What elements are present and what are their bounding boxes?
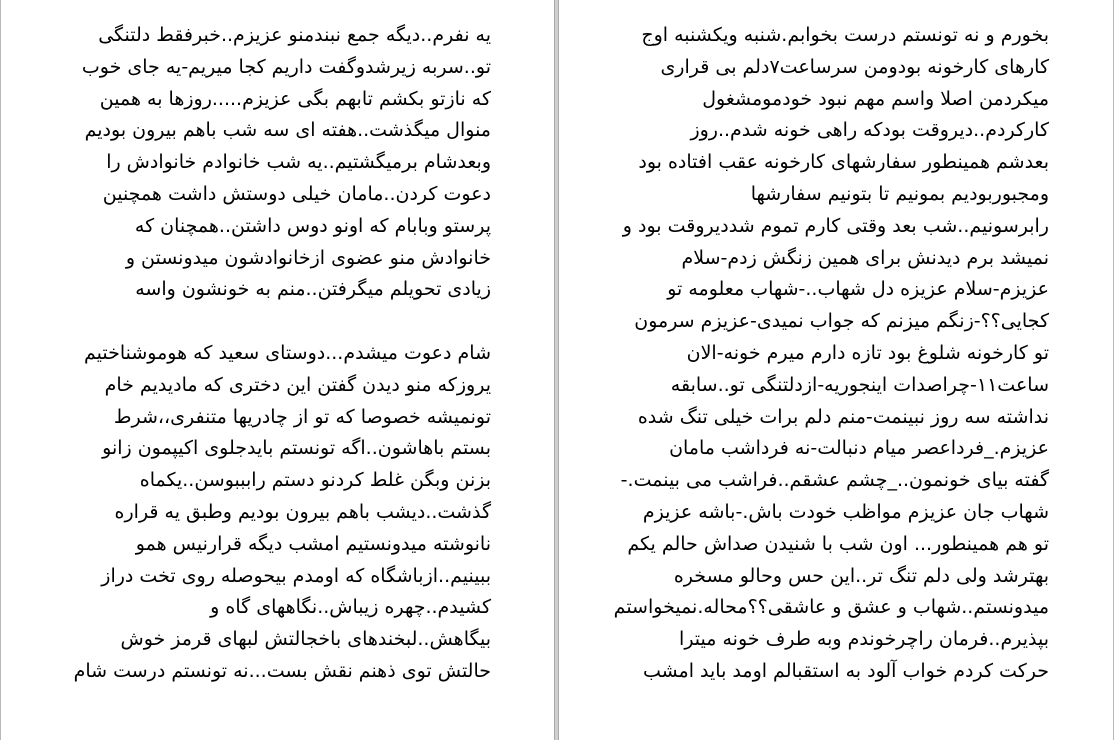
text-line: نداشته سه روز نبینمت-منم دلم برات خیلی تنگ شده bbox=[637, 405, 1049, 428]
text-line: شهاب جان عزیزم مواظب خودت باش.-باشه عزیزم bbox=[642, 500, 1049, 523]
text-line: بزنن وبگن غلط کردنو دستم رابببوسن..یکماه bbox=[139, 469, 491, 492]
text-line: بخورم و نه تونستم درست بخوابم.شنبه ویکشنبه اوج bbox=[641, 24, 1049, 46]
left-paragraph-1 bbox=[71, 20, 491, 306]
text-line: نانوشته میدونستیم امشب دیگه قرارنیس همو bbox=[135, 532, 491, 555]
text-line: کجایی؟؟-زنگم میزنم که جواب نمیدی-عزیزم سرمون bbox=[634, 310, 1049, 333]
text-line: عزیزم._فرداعصر میام دنبالت-نه فرداشب مامان bbox=[669, 437, 1049, 460]
text-line: میدونستم..شهاب و عشق و عاشقی؟؟محاله.نمیخواستم bbox=[613, 596, 1049, 619]
text-line: وبعدشام برمیگشتیم..یه شب خانوادم خانوادش را bbox=[106, 151, 491, 174]
text-line: نمیشد برم دیدنش برای همین زنگش زدم-سلام bbox=[681, 246, 1049, 269]
text-line: تونمیشه خصوصا که تو از چادریها متنفری،،شرط bbox=[113, 405, 491, 428]
text-line: تو..سربه زیرشدوگفت داریم کجا میریم-یه جای خوب bbox=[81, 55, 491, 78]
text-line: بپذیرم..فرمان راچرخوندم وبه طرف خونه میترا bbox=[679, 628, 1049, 651]
text-line: عزیزم-سلام عزیزه دل شهاب..-شهاب معلومه تو bbox=[667, 278, 1049, 301]
text-line: حالتش توی ذهنم نقش بست...نه تونستم درست شام bbox=[73, 659, 491, 682]
paragraph-gap bbox=[71, 306, 491, 338]
text-line: که نازتو بکشم تابهم بگی عزیزم.....روزها به همین bbox=[99, 87, 491, 110]
text-line: میکردمن اصلا واسم مهم نبود خودمومشغول bbox=[702, 87, 1049, 110]
text-line: یه نفرم..دیگه جمع نبندمنو عزیزم..خبرفقط دلتنگی bbox=[98, 24, 491, 46]
right-page-text bbox=[613, 20, 1049, 688]
left-page bbox=[0, 0, 554, 740]
text-line: دعوت کردن..مامان خیلی دوستش داشت همچنین bbox=[102, 182, 491, 205]
right-page bbox=[559, 0, 1114, 740]
text-line: رابرسونیم..شب بعد وقتی کارم تموم شددیروقت بود و bbox=[622, 214, 1049, 237]
text-line: پرستو وبابام که اونو دوس داشتن..همچنان که bbox=[134, 214, 491, 237]
text-line: زیادی تحویلم میگرفتن..منم به خونشون واسه bbox=[135, 278, 491, 301]
text-line: بهترشد ولی دلم تنگ تر..این حس وحالو مسخره bbox=[673, 564, 1049, 587]
text-line: بستم باهاشون..اگه تونستم بایدجلوی اکیپمون زانو bbox=[102, 437, 491, 460]
text-line: کشیدم..چهره زیباش..نگاههای گاه و bbox=[210, 596, 491, 619]
text-line: بیگاهش..لبخندهای باخجالتش لبهای قرمز خوش bbox=[120, 628, 491, 651]
left-page-text bbox=[71, 20, 491, 688]
text-line: یروزکه منو دیدن گفتن این دختری که مادیدیم خام bbox=[104, 373, 491, 396]
text-line: کارهای کارخونه بودومن سرساعت۷دلم بی قراری bbox=[660, 55, 1049, 78]
text-line: گفته بیای خونمون.._چشم عشقم..فراشب می بینمت.- bbox=[620, 469, 1049, 492]
text-line: بعدشم همینطور سفارشهای کارخونه عقب افتاده بود bbox=[638, 151, 1049, 174]
text-line: ببینیم..ازباشگاه که اومدم بیحوصله روی تخت دراز bbox=[101, 564, 491, 587]
text-line: تو کارخونه شلوغ بود تازه دارم میرم خونه-الان bbox=[686, 341, 1049, 364]
text-line: خانوادش منو عضوی ازخانوادشون میدونستن و bbox=[125, 246, 491, 269]
text-line: منوال میگذشت..هفته ای سه شب باهم بیرون بودیم bbox=[84, 119, 491, 142]
text-line: تو هم همینطور... اون شب با شنیدن صداش حالم یکم bbox=[627, 532, 1049, 555]
text-line: گذشت..دیشب باهم بیرون بودیم وطبق یه قراره bbox=[114, 500, 491, 523]
text-line: کارکردم..دیروقت بودکه راهی خونه شدم..روز bbox=[690, 119, 1049, 142]
text-line: ساعت۱۱-چراصدات اینجوریه-ازدلتنگی تو..سابقه bbox=[670, 373, 1049, 396]
text-line: شام دعوت میشدم...دوستای سعید که هوموشناختیم bbox=[84, 341, 491, 364]
left-paragraph-2 bbox=[71, 338, 491, 688]
text-line: حرکت کردم خواب آلود به استقبالم اومد باید امشب bbox=[642, 659, 1049, 682]
text-line: ومجبوربودیم بمونیم تا بتونیم سفارشها bbox=[750, 182, 1049, 205]
